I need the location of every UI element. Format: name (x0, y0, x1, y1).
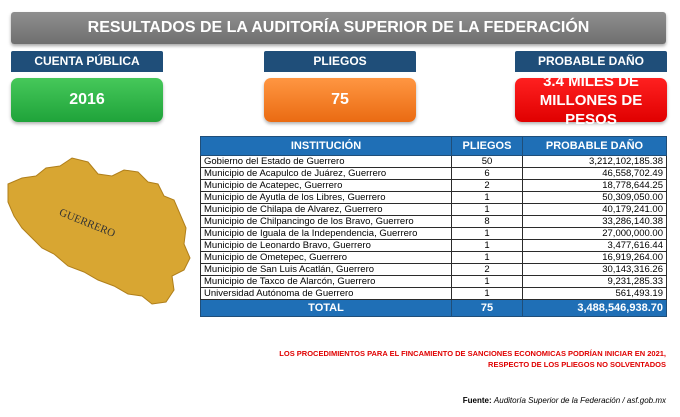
row-institucion: Municipio de Acatepec, Guerrero (201, 180, 452, 192)
table-row (201, 216, 667, 228)
row-institucion: Municipio de Iguala de la Independencia, Guerrero (201, 228, 452, 240)
row-pliegos: 2 (452, 180, 523, 192)
table-row (201, 252, 667, 264)
row-probable-dano: 18,778,644.25 (523, 180, 667, 192)
probable-dano-value-line1: 3.4 MILES DE (543, 72, 639, 90)
guerrero-map-label: GUERRERO (57, 206, 117, 240)
row-pliegos: 1 (452, 252, 523, 264)
total-pliegos: 75 (452, 300, 523, 317)
header-pliegos: PLIEGOS (452, 137, 523, 156)
row-pliegos: 1 (452, 288, 523, 300)
row-probable-dano: 40,179,241.00 (523, 204, 667, 216)
row-institucion: Municipio de Ometepec, Guerrero (201, 252, 452, 264)
row-probable-dano: 3,212,102,185.38 (523, 156, 667, 168)
procedimientos-note (236, 348, 666, 370)
row-institucion: Universidad Autónoma de Guerrero (201, 288, 452, 300)
cuenta-publica-label: CUENTA PÚBLICA (11, 51, 163, 72)
row-pliegos: 1 (452, 276, 523, 288)
row-institucion: Municipio de Taxco de Alarcón, Guerrero (201, 276, 452, 288)
table-row (201, 204, 667, 216)
row-probable-dano: 9,231,285.33 (523, 276, 667, 288)
table-row (201, 276, 667, 288)
row-institucion: Municipio de Acapulco de Juárez, Guerrero (201, 168, 452, 180)
cuenta-publica-card (11, 51, 163, 122)
row-pliegos: 2 (452, 264, 523, 276)
pliegos-value: 75 (264, 78, 416, 122)
table-row (201, 288, 667, 300)
total-label: TOTAL (201, 300, 452, 317)
row-institucion: Municipio de Ayutla de los Libres, Guerrero (201, 192, 452, 204)
table-header-row (201, 137, 667, 156)
guerrero-map (2, 154, 192, 314)
row-pliegos: 1 (452, 192, 523, 204)
pliegos-card (264, 51, 416, 122)
row-institucion: Municipio de Chilapa de Alvarez, Guerrero (201, 204, 452, 216)
cuenta-publica-value: 2016 (11, 78, 163, 122)
row-probable-dano: 33,286,140.38 (523, 216, 667, 228)
header-probable-dano: PROBABLE DAÑO (523, 137, 667, 156)
source-citation (300, 396, 666, 405)
row-institucion: Municipio de Leonardo Bravo, Guerrero (201, 240, 452, 252)
page-title: RESULTADOS DE LA AUDITORÍA SUPERIOR DE LA FEDERACIÓN (11, 12, 666, 44)
probable-dano-value-line2: MILLONES DE PESOS (539, 91, 643, 128)
row-probable-dano: 16,919,264.00 (523, 252, 667, 264)
total-dano: 3,488,546,938.70 (523, 300, 667, 317)
probable-dano-value (515, 72, 667, 128)
row-probable-dano: 30,143,316.26 (523, 264, 667, 276)
row-probable-dano: 50,309,050.00 (523, 192, 667, 204)
table-row (201, 192, 667, 204)
table-row (201, 228, 667, 240)
row-pliegos: 50 (452, 156, 523, 168)
note-line-2: RESPECTO DE LOS PLIEGOS NO SOLVENTADOS (488, 360, 666, 369)
table-row (201, 240, 667, 252)
table-total-row (201, 300, 667, 317)
row-institucion: Municipio de San Luis Acatlán, Guerrero (201, 264, 452, 276)
source-label: Fuente: (462, 396, 492, 405)
header-institucion: INSTITUCIÓN (201, 137, 452, 156)
probable-dano-label: PROBABLE DAÑO (515, 51, 667, 72)
table-row (201, 180, 667, 192)
row-pliegos: 6 (452, 168, 523, 180)
row-probable-dano: 46,558,702.49 (523, 168, 667, 180)
row-probable-dano: 3,477,616.44 (523, 240, 667, 252)
row-pliegos: 8 (452, 216, 523, 228)
resultados-table (200, 136, 667, 317)
row-probable-dano: 27,000,000.00 (523, 228, 667, 240)
table-row (201, 168, 667, 180)
row-pliegos: 1 (452, 228, 523, 240)
note-line-1: LOS PROCEDIMIENTOS PARA EL FINCAMIENTO DE SANCIONES ECONOMICAS PODRÍAN INICIAR EN 2021, (279, 349, 666, 358)
row-probable-dano: 561,493.19 (523, 288, 667, 300)
row-institucion: Gobierno del Estado de Guerrero (201, 156, 452, 168)
table-row (201, 264, 667, 276)
row-pliegos: 1 (452, 204, 523, 216)
probable-dano-card (515, 51, 667, 128)
row-institucion: Municipio de Chilpancingo de los Bravo, Guerrero (201, 216, 452, 228)
row-pliegos: 1 (452, 240, 523, 252)
source-text: Auditoría Superior de la Federación / asf.gob.mx (493, 396, 666, 405)
table-row (201, 156, 667, 168)
pliegos-label: PLIEGOS (264, 51, 416, 72)
